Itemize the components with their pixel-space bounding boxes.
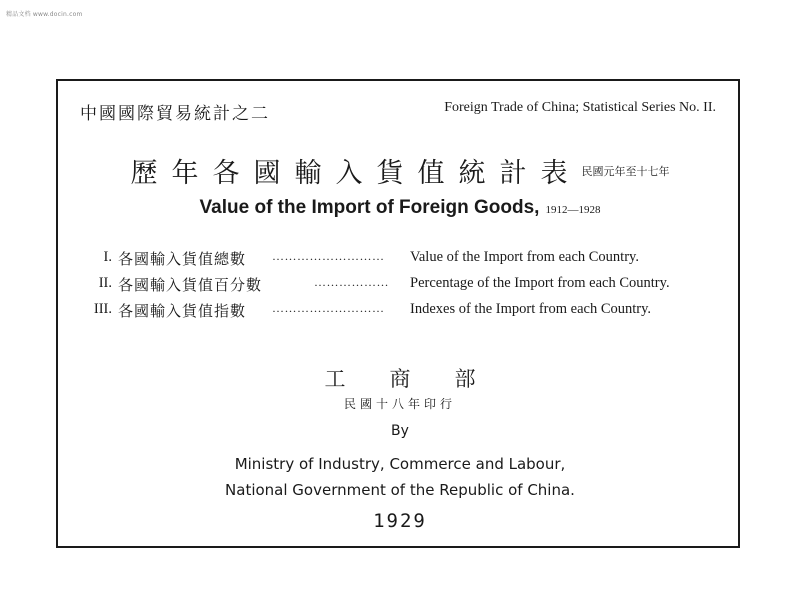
series-title-english: Foreign Trade of China; Statistical Series No. II.	[444, 100, 716, 115]
contents-leader-dots: ………………	[314, 275, 389, 289]
contents-list	[58, 249, 742, 327]
title-page-frame	[56, 79, 740, 548]
main-title-chinese	[58, 151, 742, 190]
by-label: By	[391, 423, 409, 439]
contents-number: I.	[103, 249, 112, 265]
contents-leader-dots: ………………………	[272, 249, 385, 263]
contents-english: Indexes of the Import from each Country.	[410, 301, 652, 317]
contents-chinese: 各國輸入貨值百分數	[118, 276, 263, 294]
ministry-line-2: National Government of the Republic of China.	[225, 481, 575, 499]
contents-number: III.	[93, 301, 112, 317]
main-title-chinese-text: 歷年各國輸入貨值統計表	[130, 158, 582, 189]
title-period-chinese: 民國元年至十七年	[581, 165, 670, 178]
ministry-name-chinese: 工商部	[324, 367, 520, 391]
contents-english: Percentage of the Import from each Country.	[410, 275, 670, 291]
contents-item	[58, 249, 742, 275]
watermark-text: 精品文档 www.docin.com	[6, 11, 83, 18]
contents-english: Value of the Import from each Country.	[410, 249, 639, 265]
main-title-english	[58, 197, 742, 219]
contents-chinese: 各國輸入貨值總數	[118, 250, 247, 268]
contents-leader-dots: ………………………	[272, 301, 385, 315]
contents-item	[58, 301, 742, 327]
contents-item	[58, 275, 742, 301]
title-years: 1912—1928	[545, 204, 601, 216]
contents-number: II.	[98, 275, 112, 291]
print-date-chinese: 民國十八年印行	[343, 397, 456, 411]
publication-year: 1929	[373, 510, 427, 532]
ministry-line-1: Ministry of Industry, Commerce and Labour,	[234, 455, 566, 473]
contents-chinese: 各國輸入貨值指數	[118, 302, 247, 320]
series-title-chinese: 中國國際貿易統計之二	[80, 104, 270, 124]
ministry-name-english	[58, 451, 742, 503]
main-title-english-text: Value of the Import of Foreign Goods,	[199, 197, 540, 218]
